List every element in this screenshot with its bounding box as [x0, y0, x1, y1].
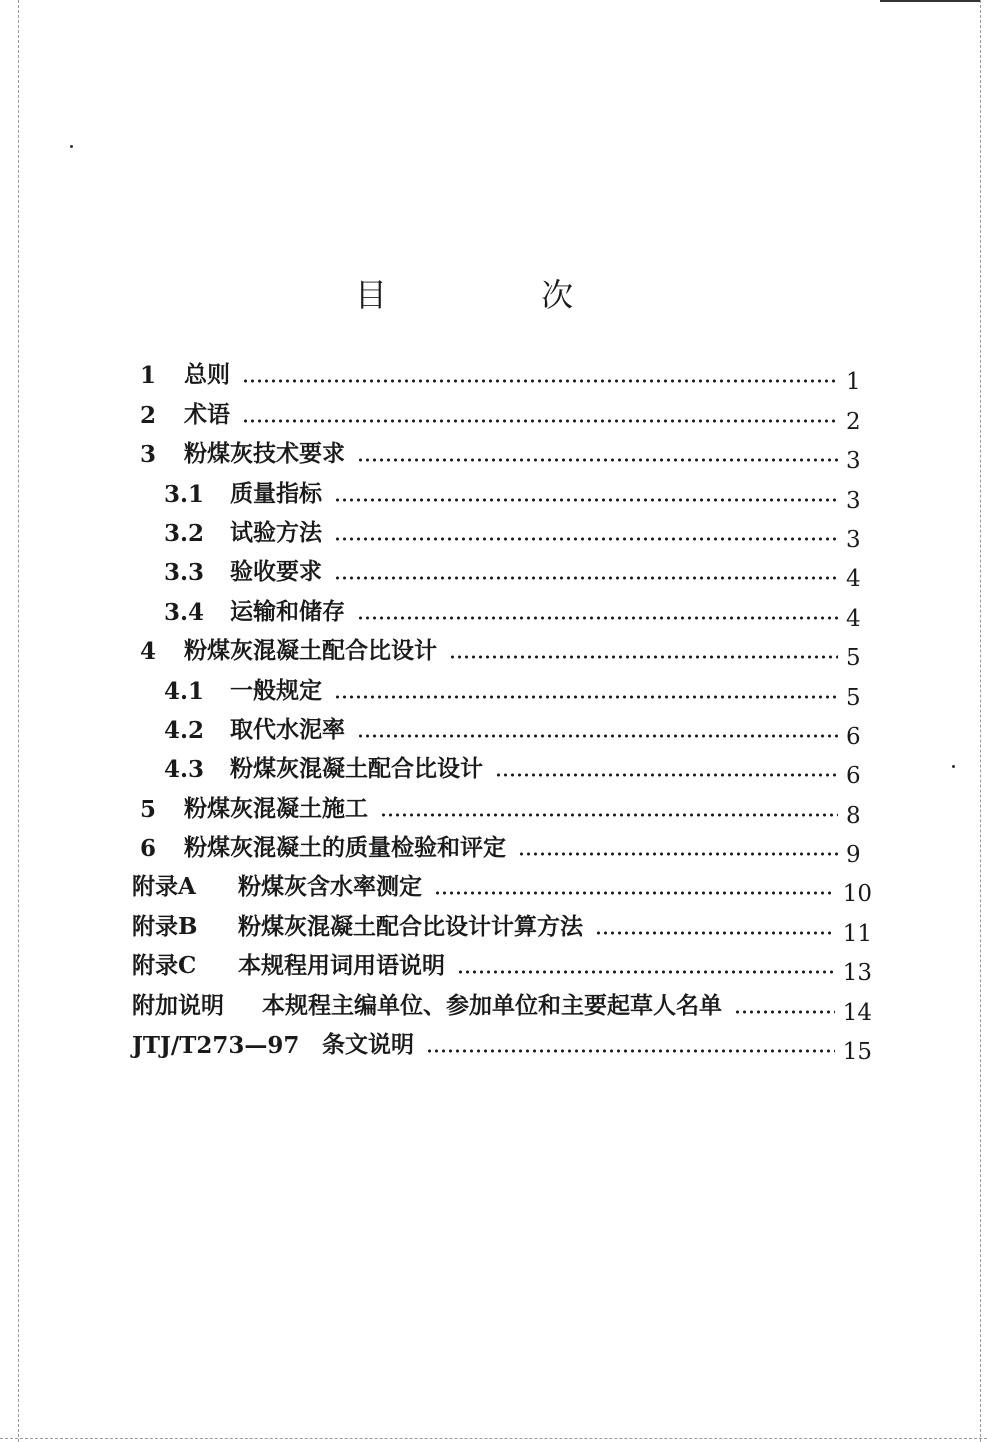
- dot-leader: [595, 931, 835, 935]
- toc-entry-number: 3: [140, 441, 157, 469]
- toc-entry-number: 3.4: [164, 598, 205, 626]
- toc-entry-label: 粉煤灰混凝土施工: [184, 794, 368, 822]
- toc-entry[interactable]: [132, 783, 872, 829]
- toc-entry[interactable]: [132, 429, 872, 475]
- toc-entry[interactable]: [132, 1020, 872, 1066]
- toc-entry-page: 3: [846, 526, 861, 553]
- toc-entry[interactable]: [132, 350, 872, 396]
- toc-entry-number: 附录B: [132, 912, 198, 940]
- toc-entry-page: 13: [842, 960, 872, 987]
- toc-entry-label: 本规程主编单位、参加单位和主要起草人名单: [262, 991, 722, 1019]
- toc-entry-page: 15: [842, 1039, 872, 1066]
- toc-entry-number: 1: [140, 362, 157, 390]
- scan-edge-top: [880, 0, 980, 2]
- dot-leader: [457, 970, 835, 974]
- toc-entry-label: 验收要求: [230, 558, 322, 586]
- toc-entry-label: 试验方法: [230, 518, 322, 546]
- dot-leader: [380, 813, 838, 817]
- toc-entry-number: 2: [140, 401, 157, 429]
- page-title: 目 次: [354, 276, 646, 314]
- toc-entry-page: 10: [842, 881, 872, 908]
- toc-entry-label: 粉煤灰技术要求: [184, 440, 345, 468]
- dot-leader: [449, 655, 838, 659]
- dot-leader: [357, 734, 838, 738]
- toc-entry-number: 附录C: [132, 952, 197, 980]
- table-of-contents: [132, 350, 872, 1066]
- toc-entry-label: 粉煤灰混凝土配合比设计计算方法: [238, 912, 583, 940]
- toc-entry-number: 附加说明: [132, 991, 224, 1019]
- toc-entry[interactable]: [132, 389, 872, 435]
- scan-speck: [70, 145, 73, 148]
- toc-entry-label: 粉煤灰混凝土的质量检验和评定: [184, 834, 506, 862]
- toc-entry-page: 3: [846, 487, 861, 514]
- toc-entry-number: 5: [140, 795, 157, 823]
- toc-entry-label: 取代水泥率: [230, 715, 345, 743]
- scan-edge-left: [18, 0, 19, 1442]
- toc-entry-page: 11: [842, 920, 872, 947]
- toc-entry[interactable]: [132, 823, 872, 869]
- toc-entry-label: 粉煤灰含水率测定: [238, 873, 422, 901]
- toc-entry[interactable]: [132, 901, 872, 947]
- toc-entry-label: 本规程用词用语说明: [238, 952, 445, 980]
- toc-entry-page: 14: [842, 999, 872, 1026]
- toc-entry-number: 4.2: [164, 716, 205, 744]
- toc-entry-page: 2: [846, 408, 861, 435]
- toc-entry-label: 粉煤灰混凝土配合比设计: [184, 637, 437, 665]
- dot-leader: [334, 498, 838, 502]
- toc-entry[interactable]: [132, 941, 872, 987]
- toc-entry-number: 3.2: [164, 519, 205, 547]
- toc-entry-label: 运输和储存: [230, 597, 345, 625]
- toc-entry-number: 4: [140, 638, 157, 666]
- toc-entry[interactable]: [132, 547, 872, 593]
- scan-edge-right: [980, 0, 981, 1442]
- scan-speck: [952, 765, 955, 768]
- scan-edge-bottom: [0, 1438, 987, 1439]
- toc-entry-number: JTJ/T273—97: [132, 1032, 300, 1060]
- toc-entry-number: 3.1: [164, 480, 205, 508]
- toc-entry-page: 4: [846, 566, 861, 593]
- toc-entry[interactable]: [132, 586, 872, 632]
- toc-entry[interactable]: [132, 862, 872, 908]
- toc-entry-page: 5: [846, 645, 861, 672]
- toc-entry-page: 6: [846, 723, 861, 750]
- toc-entry[interactable]: [132, 744, 872, 790]
- toc-entry-number: 4.3: [164, 756, 205, 784]
- toc-entry-label: 术语: [184, 400, 230, 428]
- toc-entry-label: 总则: [184, 361, 230, 389]
- dot-leader: [734, 1010, 835, 1014]
- dot-leader: [334, 695, 838, 699]
- toc-entry[interactable]: [132, 705, 872, 750]
- toc-entry-page: 5: [846, 684, 861, 711]
- toc-entry-label: 一般规定: [230, 676, 322, 704]
- toc-entry-label: 粉煤灰混凝土配合比设计: [230, 755, 483, 783]
- toc-entry-page: 6: [846, 763, 861, 790]
- dot-leader: [495, 773, 838, 777]
- toc-entry-page: 9: [846, 842, 861, 869]
- toc-entry-page: 4: [846, 605, 861, 632]
- dot-leader: [242, 419, 838, 423]
- toc-entry-page: 3: [846, 448, 861, 475]
- toc-entry-number: 6: [140, 835, 157, 863]
- toc-entry-number: 附录A: [132, 873, 196, 901]
- toc-entry-number: 4.1: [164, 677, 205, 705]
- dot-leader: [426, 1049, 835, 1053]
- dot-leader: [434, 891, 835, 895]
- dot-leader: [334, 537, 838, 541]
- toc-entry[interactable]: [132, 468, 872, 514]
- toc-entry-label: 条文说明: [322, 1031, 414, 1059]
- toc-entry-label: 质量指标: [230, 479, 322, 507]
- toc-entry[interactable]: [132, 980, 872, 1026]
- dot-leader: [518, 852, 838, 856]
- dot-leader: [357, 616, 838, 620]
- toc-entry[interactable]: [132, 626, 872, 672]
- toc-entry-page: 1: [846, 369, 861, 396]
- dot-leader: [334, 576, 838, 580]
- dot-leader: [357, 458, 838, 462]
- toc-entry[interactable]: [132, 665, 872, 711]
- toc-entry[interactable]: [132, 508, 872, 553]
- toc-entry-number: 3.3: [164, 559, 205, 587]
- toc-entry-page: 8: [846, 802, 861, 829]
- dot-leader: [242, 379, 838, 383]
